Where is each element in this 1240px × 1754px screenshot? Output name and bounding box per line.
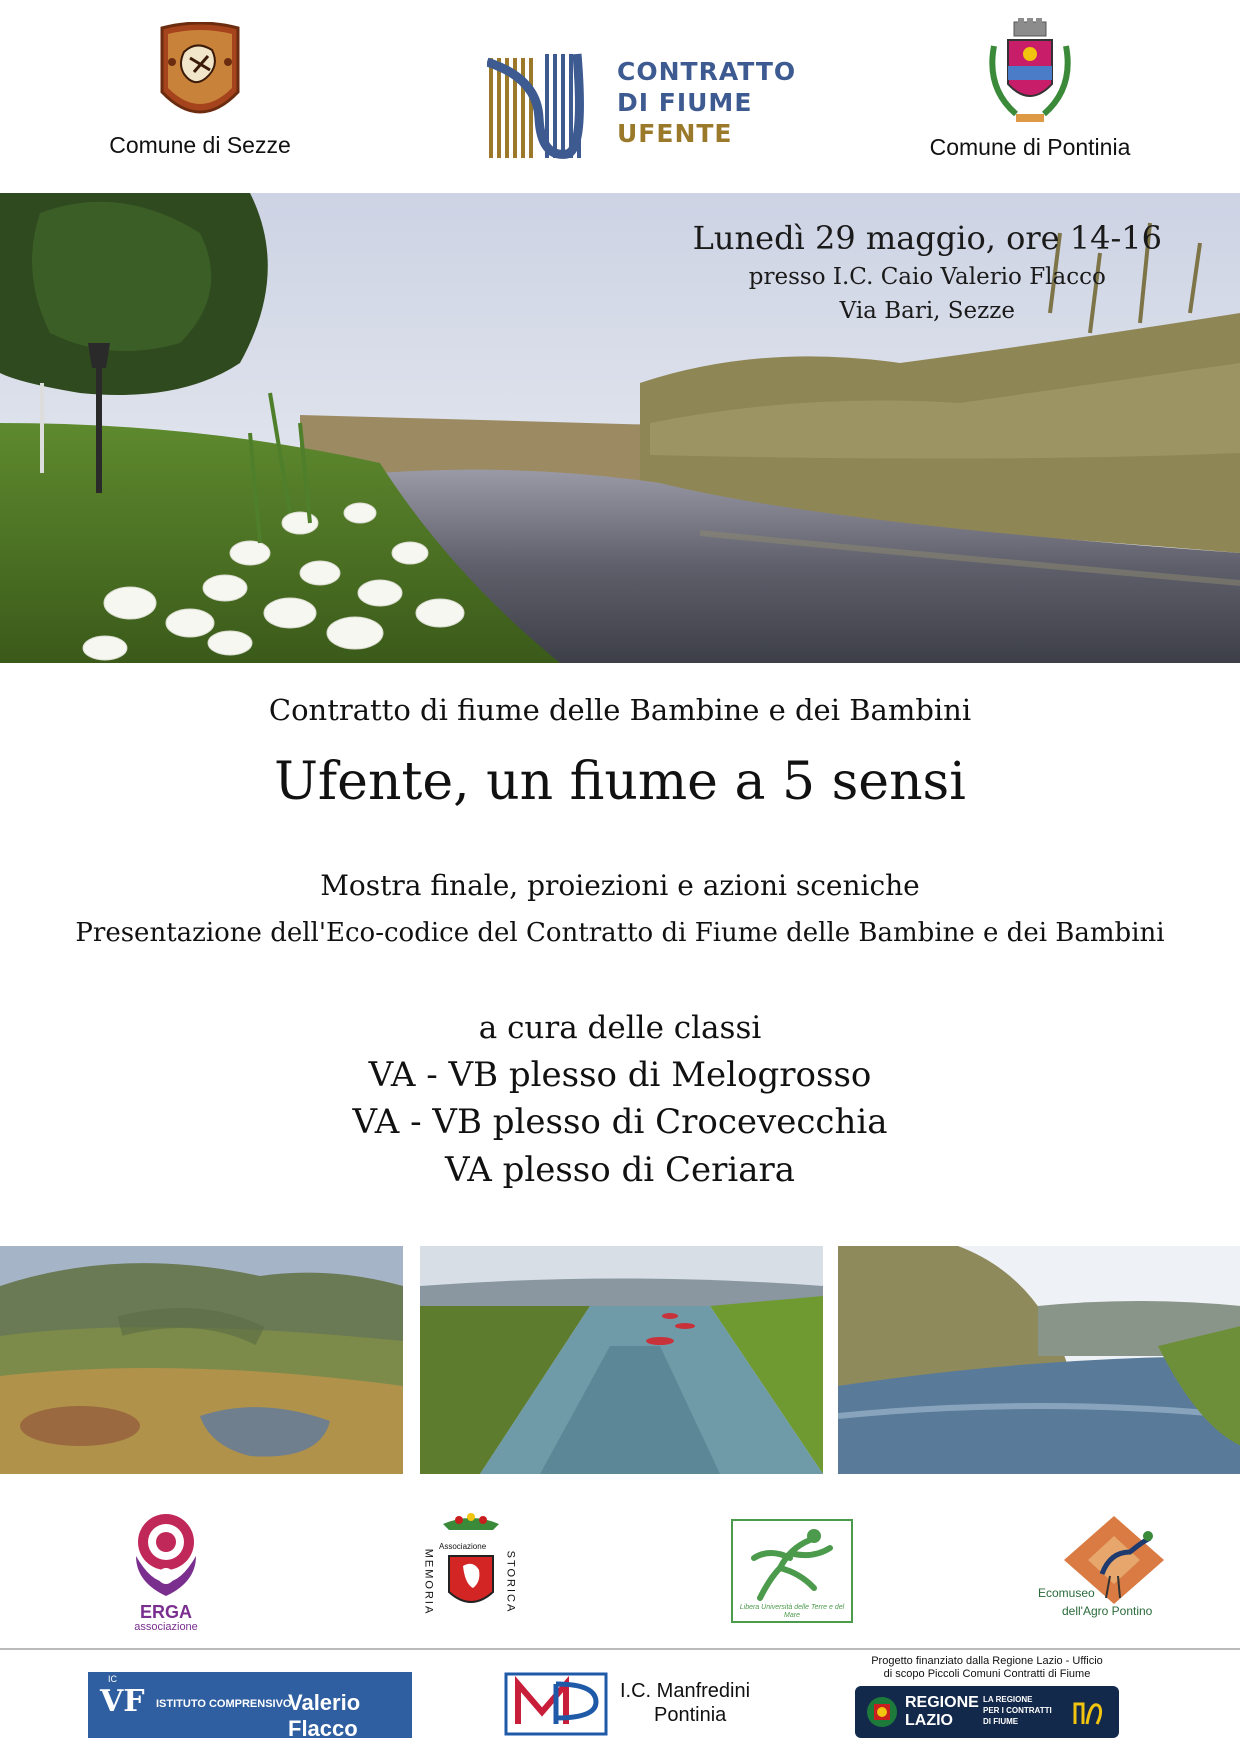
funding-line-1: Progetto finanziato dalla Regione Lazio - Ufficio	[871, 1655, 1103, 1667]
regione-lazio-banner	[855, 1686, 1119, 1738]
pontinia-caption: Comune di Pontinia	[929, 134, 1131, 160]
funding-note	[856, 1655, 1118, 1681]
logo-line-2: DI FIUME	[617, 88, 753, 117]
vf-name: Valerio Flacco	[288, 1690, 361, 1741]
event-address: Via Bari, Sezze	[839, 298, 1016, 324]
memoria-right: STORICA	[504, 1550, 517, 1614]
partner-erga	[118, 1512, 214, 1633]
logo-line-3: UFENTE	[617, 119, 733, 148]
sezze-coat-of-arms-icon	[154, 22, 246, 124]
class-item: VA plesso di Ceriara	[444, 1150, 796, 1190]
memoria-top: Associazione	[439, 1542, 487, 1551]
ecomuseo-line-2: dell'Agro Pontino	[1062, 1604, 1153, 1618]
erga-rose-icon	[124, 1512, 208, 1598]
partner-libera-universita	[730, 1518, 854, 1624]
class-item: VA - VB plesso di Melogrosso	[368, 1055, 872, 1095]
event-date-time: Lunedì 29 maggio, ore 14-16	[692, 219, 1162, 257]
regione-line-2: LAZIO	[905, 1712, 953, 1729]
partner-ecomuseo	[1032, 1512, 1172, 1630]
partner-memoria-storica	[422, 1512, 517, 1630]
funding-line-2: di scopo Piccoli Comuni Contratti di Fiume	[883, 1668, 1091, 1680]
vf-badge: VF	[100, 1684, 145, 1719]
school-manfredini	[504, 1672, 774, 1736]
footer-divider	[0, 1648, 1240, 1650]
program-title: Ufente, un fiume a 5 sensi	[274, 752, 966, 812]
erga-name: ERGA	[139, 1602, 192, 1622]
comune-pontinia	[920, 18, 1140, 161]
river-contract-logo-icon	[487, 48, 599, 166]
class-item: VA - VB plesso di Crocevecchia	[352, 1102, 888, 1142]
slogan-line-3: DI FIUME	[983, 1717, 1019, 1726]
sezze-caption: Comune di Sezze	[109, 132, 291, 158]
slogan-line-2: PER I CONTRATTI	[983, 1706, 1052, 1715]
manfredini-monogram-icon	[504, 1672, 608, 1736]
pontinia-coat-of-arms-icon	[986, 18, 1074, 126]
program-line-1: Mostra finale, proiezioni e azioni sceniche	[320, 869, 920, 902]
memoria-shield-icon	[439, 1512, 503, 1612]
photo-river-reeds	[838, 1246, 1240, 1474]
photo-wetland-aerial	[0, 1246, 403, 1474]
logo-line-1: CONTRATTO	[617, 57, 797, 86]
river-contract-mini-icon	[1071, 1694, 1107, 1730]
photo-canoe-canal	[420, 1246, 823, 1474]
curators-intro: a cura delle classi	[478, 1010, 762, 1046]
regione-line-1: REGIONE	[905, 1694, 979, 1711]
vf-prefix: ISTITUTO COMPRENSIVO	[156, 1698, 292, 1710]
event-venue: presso I.C. Caio Valerio Flacco	[748, 264, 1106, 290]
ecomuseo-line-1: Ecomuseo	[1038, 1586, 1095, 1600]
event-info	[693, 216, 1162, 328]
program-line-2: Presentazione dell'Eco-codice del Contratto di Fiume delle Bambine e dei Bambini	[75, 918, 1165, 948]
manfredini-line-1: I.C. Manfredini	[620, 1680, 751, 1702]
erga-sub: associazione	[134, 1621, 198, 1633]
manfredini-line-2: Pontinia	[654, 1704, 727, 1726]
school-valerio-flacco	[88, 1672, 412, 1741]
slogan-line-1: LA REGIONE	[983, 1695, 1033, 1704]
comune-sezze	[95, 22, 305, 159]
libera-text: Libera Università delle Terre e del Mare	[739, 1604, 845, 1619]
regione-lazio-emblem-icon	[865, 1695, 899, 1729]
program-subtitle: Contratto di fiume delle Bambine e dei Bambini	[268, 693, 972, 727]
memoria-left: MEMORIA	[422, 1548, 435, 1616]
contratto-fiume-logo	[487, 48, 797, 168]
vf-badge-top: IC	[108, 1674, 117, 1684]
